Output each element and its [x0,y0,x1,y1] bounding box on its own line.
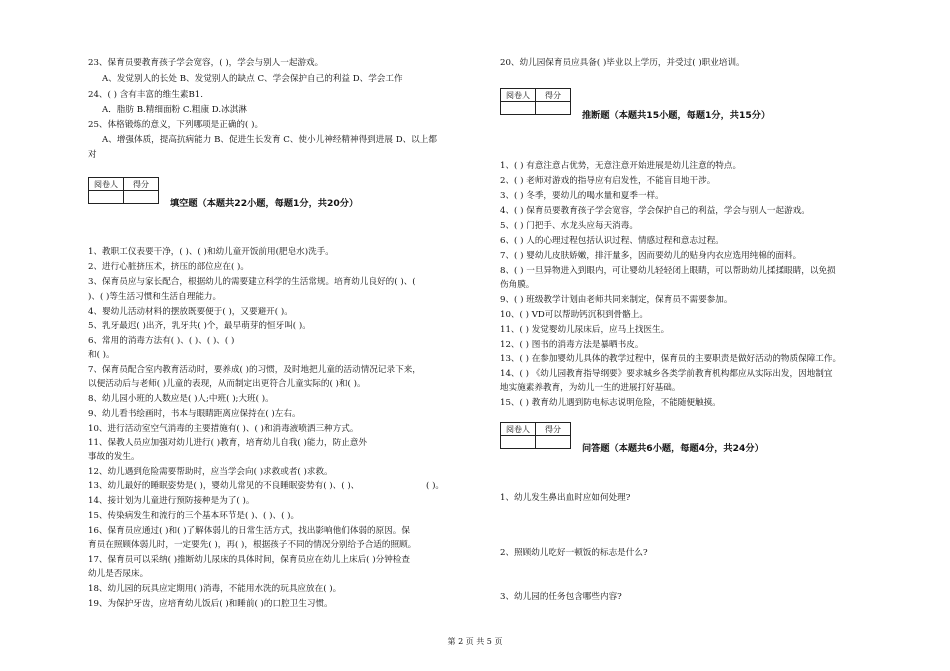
section-title: 推断题（本题共15小题，每题1分，共15分） [582,110,771,121]
judge-section-header [500,88,908,121]
fill-line: 19、为保护牙齿，应培育幼儿饭后( )和睡前( )的口腔卫生习惯。 [88,599,333,609]
judge-line: 9、( ) 班级教学计划由老师共同来制定，保育员不需要参加。 [500,295,733,305]
question-line: 23、保育员要教育孩子学会宽容，( )，学会与别人一起游戏。 [88,58,324,68]
fill-line: 14、接计划为儿童进行预防接种是为了( )。 [88,496,255,506]
judge-line: 地实施素养教育，为幼儿一生的进展打好基础。 [500,383,681,393]
fill-line: 15、传染病发生和流行的三个基本环节是( )、( )、( )。 [88,511,300,521]
judge-line: 7、( ) 婴幼儿皮肤娇嫩，排汗量多，因而要幼儿的贴身内衣应选用纯棉的面料。 [500,251,802,261]
fill-line: 和( )。 [88,350,115,360]
judge-line: 4、( ) 保育员要教育孩子学会宽容，学会保护自己的利益，学会与别人一起游戏。 [500,206,810,216]
judge-line: 3、( ) 冬季，要幼儿的喝水量和夏季一样。 [500,191,664,201]
score-cell [536,436,571,449]
fill-line: 3、保育员应与家长配合，根据幼儿的需要建立科学的生活常规。培育幼儿良好的( )、( [88,277,416,287]
fill-line: 13、幼儿最好的睡眠姿势是( )，婴幼儿常见的不良睡眠姿势有( )、( )、 [88,481,360,491]
question-line: 24、( ) 含有丰富的维生素B1. [88,90,203,100]
fill-line: 5、乳牙最迟( )出齐，乳牙共( )个，最早萌芽的恒牙叫( )。 [88,321,311,331]
judge-line: 1、( ) 有意注意占优势，无意注意开始进展是幼儿注意的特点。 [500,161,742,171]
score-label: 得分 [536,89,571,102]
qa-question: 2、照顾幼儿吃好一顿饭的标志是什么? [500,548,648,558]
judge-line: 6、( ) 人的心理过程包括认识过程、情感过程和意志过程。 [500,236,724,246]
judge-line: 12、( ) 图书的消毒方法是暴晒书皮。 [500,340,644,350]
fill-line: 8、幼儿园小班的人数应是( )人;中班( );大班( )。 [88,394,274,404]
qa-section-header [500,422,908,454]
judge-line: 5、( ) 门把手、水龙头应每天消毒。 [500,221,638,231]
fill-line: 18、幼儿园的玩具应定期用( )消毒，不能用水洗的玩具应放在( )。 [88,584,342,594]
question-options: A、发觉别人的长处 B、发觉别人的缺点 C、学会保护自己的利益 D、学会工作 [102,74,403,84]
fill-line: 6、常用的消毒方法有( )、( )、( )、( ) [88,336,235,346]
judge-line: 2、( ) 老师对游戏的指导应有启发性，不能盲目地干涉。 [500,176,716,186]
score-box [500,88,571,115]
question-options: A．脂肪 B.精细面粉 C.粗康 D.冰淇淋 [102,105,247,115]
fill-line: 16、保育员应通过( )和( )了解体弱儿的日常生活方式，找出影响他们体弱的原因。保 [88,526,410,536]
fill-line: 事故的发生。 [88,452,140,462]
fill-section-header [88,177,488,209]
judge-line: 15、( ) 教育幼儿遇到防电标志说明危险，不能随便触摸。 [500,398,721,408]
reviewer-cell [501,102,536,115]
score-box [500,422,571,449]
fill-line: 以便活动后与老师( )儿童的表现，从而制定出更符合儿童实际的( )和( )。 [88,379,366,389]
judge-line: 13、( ) 在参加婴幼儿具体的教学过程中，保育员的主要职责是做好活动的物质保障工作。 [500,354,842,364]
fill-line: 幼儿是否尿床。 [88,569,149,579]
fill-line: 2、进行心脏挤压术，挤压的部位应在( )。 [88,262,249,272]
score-box [88,177,159,204]
fill-line: 9、幼儿看书绘画时，书本与眼睛距离应保持在( )左右。 [88,409,301,419]
fill-line: 11、保教人员应加强对幼儿进行( )教育，培育幼儿自我( )能力，防止意外 [88,438,368,448]
judge-line: 10、( ) VD可以帮助钙沉积到骨骼上。 [500,310,648,320]
reviewer-label: 阅卷人 [501,423,536,436]
fill-line: 7、保育员配合室内教育活动时，要养成( )的习惯，及时地把儿童的活动情况记录下来， [88,365,421,375]
section-title: 问答题（本题共6小题，每题4分，共24分） [582,443,764,454]
reviewer-cell [501,436,536,449]
judge-line: 14、( ) 《幼儿园教育指导纲要》要求城乡各类学前教育机构都应从实际出发，因地制宜 [500,369,833,379]
score-cell [124,191,159,204]
reviewer-cell [89,191,124,204]
judge-line: 8、( ) 一旦异物进入到眼内，可让婴幼儿轻轻闭上眼睛，可以帮助幼儿揉揉眼睛，以免损 [500,266,836,276]
question-line: 25、体格锻炼的意义，下列哪项是正确的( )。 [88,120,264,130]
fill-line: 育员在照顾体弱儿时，一定要先( )，再( )，根据孩子不同的情况分别给予合适的照顾。 [88,540,417,550]
page-number: 第 2 页 共 5 页 [447,637,503,646]
score-label: 得分 [124,178,159,191]
judge-line: 伤角膜。 [500,280,535,290]
fill-line: 12、幼儿遇到危险需要帮助时，应当学会向( )求救或者( )求救。 [88,467,333,477]
score-cell [536,102,571,115]
section-title: 填空题（本题共22小题，每题1分，共20分） [170,198,359,209]
qa-question: 1、幼儿发生鼻出血时应如何处理? [500,493,631,503]
reviewer-label: 阅卷人 [89,178,124,191]
fill-line: 10、进行活动室空气消毒的主要措施有( )、( )和消毒液喷洒三种方式。 [88,424,359,434]
reviewer-label: 阅卷人 [501,89,536,102]
qa-question: 3、幼儿园的任务包含哪些内容? [500,592,622,602]
fill-line-tail: ( )。 [426,481,445,491]
question-options-tail: 对 [88,150,97,160]
fill-line: 1、教职工仪表要干净，( )、( )和幼儿童开饭前用(肥皂水)洗手。 [88,247,334,257]
fill-line: 4、婴幼儿活动材料的摆放既要便于( )，又要避开( )。 [88,307,293,317]
judge-line: 11、( ) 发觉婴幼儿尿床后，应马上找医生。 [500,325,670,335]
fill-line: )、( )等生活习惯和生活自理能力。 [88,292,222,302]
question-line: 20、幼儿园保育员应具备( )毕业以上学历，并受过( )职业培训。 [500,58,745,68]
score-label: 得分 [536,423,571,436]
fill-line: 17、保育员可以采纳( )推断幼儿尿床的具体时间，保育员应在幼儿上床后( )分钟检查 [88,555,410,565]
question-options: A、增强体质，提高抗病能力 B、促进生长发育 C、使小儿神经精神得到进展 D、以上都 [102,135,437,145]
